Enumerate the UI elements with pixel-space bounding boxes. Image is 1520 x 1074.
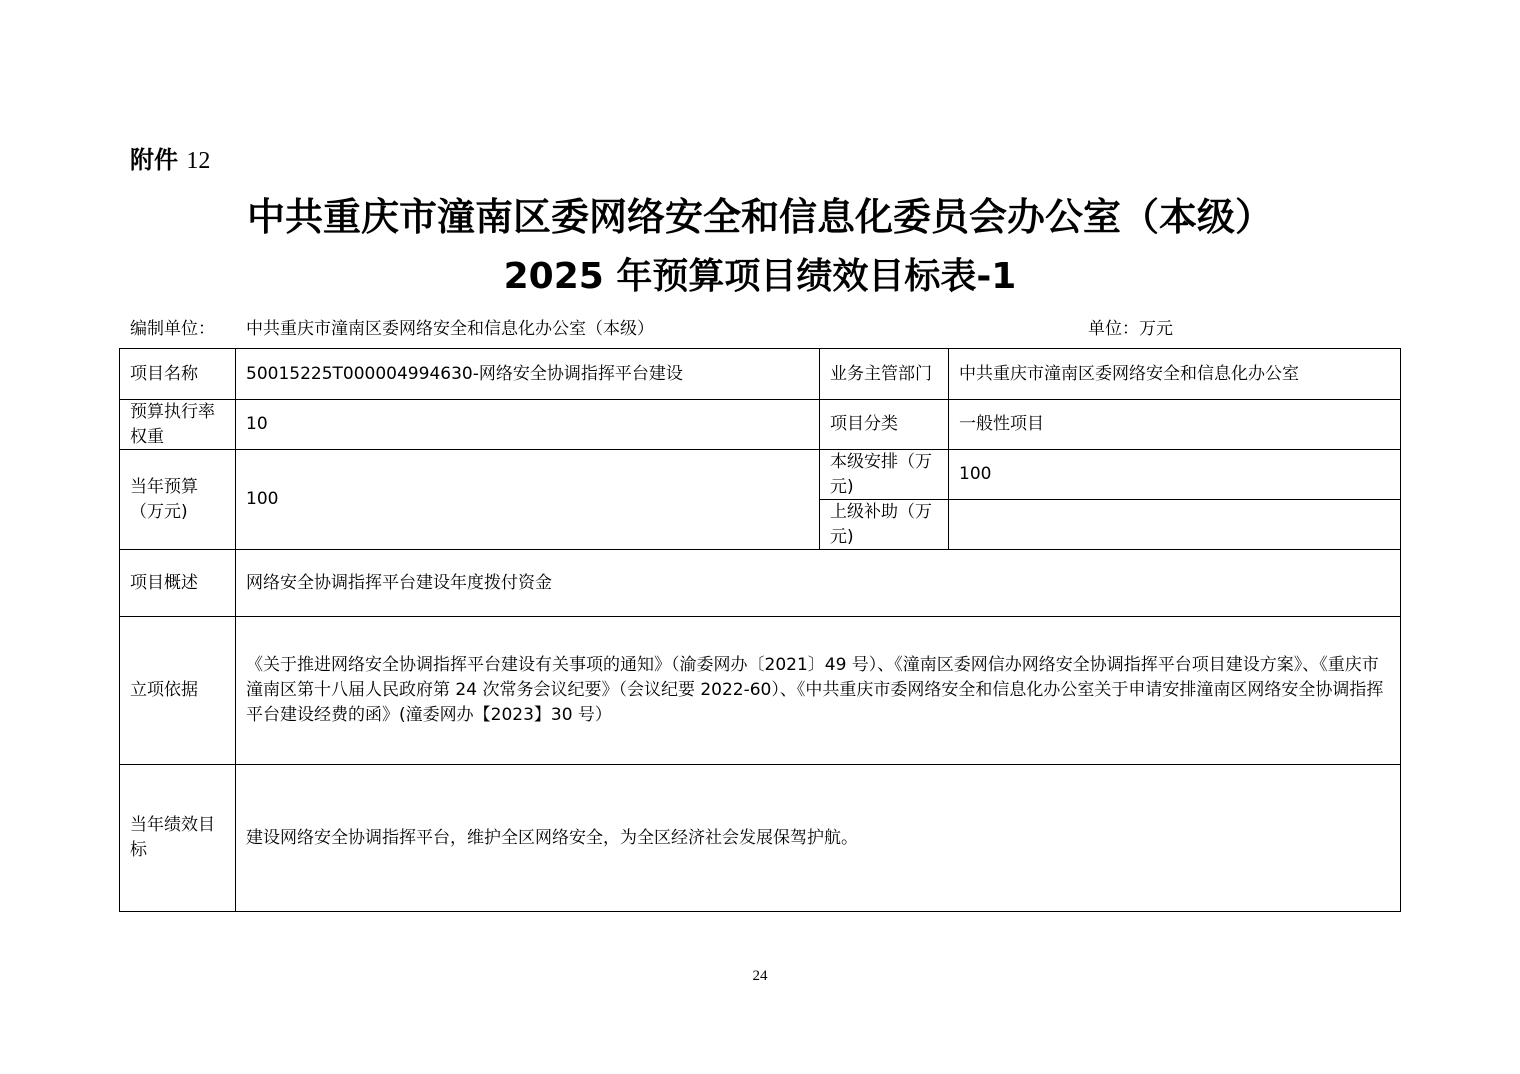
category-cell xyxy=(949,400,1400,450)
project-name-value: 50015225T000004994630-网络安全协调指挥平台建设 xyxy=(246,363,683,384)
upper-label-cell xyxy=(820,500,949,550)
category-label: 项目分类 xyxy=(830,414,898,434)
upper-cell xyxy=(949,500,1400,550)
basis-label: 立项依据 xyxy=(130,680,198,700)
basis-value: 《关于推进网络安全协调指挥平台建设有关事项的通知》（渝委网办〔2021〕49 号）、《潼南区委网信办网络安全协调指挥平台项目建设方案》、《重庆市潼南区第十八届人民政府第 24 次常务会议纪要》（会议纪要 2022-60）、《中共重庆市委网络安全和信息化办公室关于申请安排潼南区网络安全协调指挥平台建设经费的函》(潼委网办【2023】30 号） xyxy=(246,655,1384,725)
project-name-cell xyxy=(236,349,820,400)
dept-cell xyxy=(949,349,1400,400)
compile-unit-label: 编制单位： xyxy=(130,319,215,339)
dept-value: 中共重庆市潼南区委网络安全和信息化办公室 xyxy=(959,363,1299,384)
attachment-label xyxy=(130,140,210,175)
category-value: 一般性项目 xyxy=(959,414,1044,434)
exec-rate-value: 10 xyxy=(246,414,268,434)
page-number: 24 xyxy=(752,968,768,984)
overview-label: 项目概述 xyxy=(130,572,198,593)
exec-rate-cell xyxy=(236,400,820,450)
basis-cell xyxy=(236,617,1400,765)
overview-cell xyxy=(236,550,1400,617)
project-name-label: 项目名称 xyxy=(130,363,198,384)
dept-label: 业务主管部门 xyxy=(830,363,932,384)
local-cell xyxy=(949,450,1400,500)
goal-value: 建设网络安全协调指挥平台，维护全区网络安全，为全区经济社会发展保驾护航。 xyxy=(246,827,858,848)
budget-value: 100 xyxy=(246,489,279,509)
goal-label: 当年绩效目标 xyxy=(130,815,215,860)
currency-unit: 单位：万元 xyxy=(1088,319,1173,339)
attachment-number: 12 xyxy=(186,148,211,174)
attachment-text: 附件 xyxy=(130,146,178,174)
overview-label-cell xyxy=(120,550,236,617)
document-subtitle: 2025 年预算项目绩效目标表-1 xyxy=(503,256,1017,297)
compile-unit-name: 中共重庆市潼南区委网络安全和信息化办公室（本级） xyxy=(246,319,654,339)
local-label-cell xyxy=(820,450,949,500)
category-label-cell xyxy=(820,400,949,450)
exec-rate-label: 预算执行率权重 xyxy=(130,401,215,447)
goal-label-cell xyxy=(120,765,236,911)
goal-cell xyxy=(236,765,1400,911)
budget-label-cell xyxy=(120,450,236,550)
performance-table xyxy=(119,348,1401,912)
upper-label: 上级补助（万元) xyxy=(830,501,932,547)
budget-cell xyxy=(236,450,820,550)
overview-value: 网络安全协调指挥平台建设年度拨付资金 xyxy=(246,572,552,593)
local-label: 本级安排（万元) xyxy=(830,451,932,497)
dept-label-cell xyxy=(820,349,949,400)
project-name-label-cell xyxy=(120,349,236,400)
document-title: 中共重庆市潼南区委网络安全和信息化委员会办公室（本级） xyxy=(246,195,1273,239)
exec-rate-label-cell xyxy=(120,400,236,450)
basis-label-cell xyxy=(120,617,236,765)
local-value: 100 xyxy=(959,464,992,484)
budget-label: 当年预算（万元) xyxy=(130,476,198,522)
